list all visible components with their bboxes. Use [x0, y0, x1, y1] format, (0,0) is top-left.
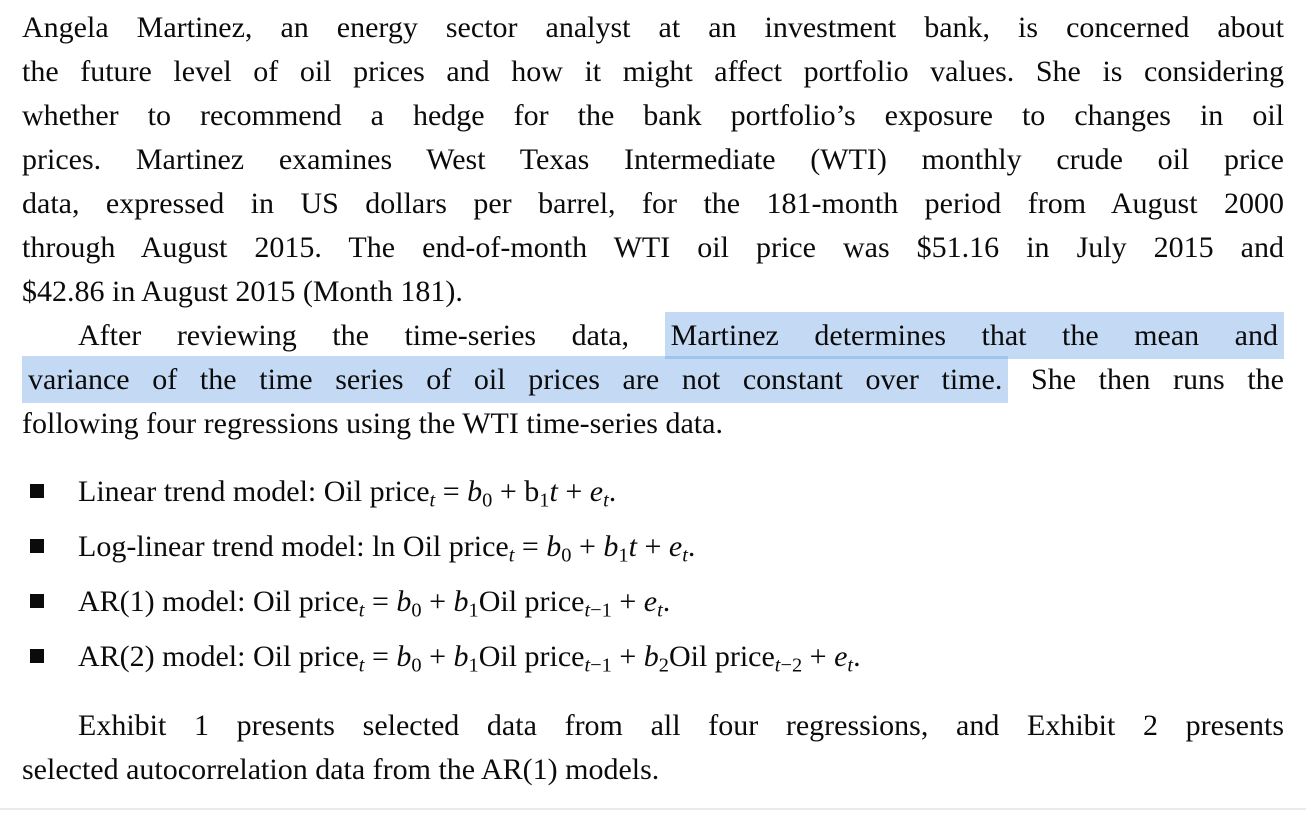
paragraph-exhibits: [22, 704, 1284, 792]
subscript-text: 1: [618, 544, 629, 567]
text-run: t: [549, 475, 558, 508]
text-run: selected autocorrelation data from the AR(1) models.: [22, 753, 660, 786]
list-item: [22, 519, 1284, 574]
text-run: +: [802, 640, 835, 673]
list-item: [22, 629, 1284, 684]
text-run: prices. Martinez examines West Texas Intermediate (WTI) monthly crude oil price: [22, 143, 1284, 176]
text-run: b: [396, 585, 412, 618]
subscript-text: t: [603, 489, 609, 512]
list-item: [22, 574, 1284, 629]
subscript-text: 0: [411, 599, 422, 622]
text-run: $42.86 in August 2015 (Month 181).: [22, 275, 463, 308]
text-run: .: [853, 640, 861, 673]
text-run: following four regressions using the WTI time-series data.: [22, 407, 723, 440]
text-line: [22, 270, 1284, 314]
text-run: Oil price: [669, 640, 775, 673]
subscript-text: t: [584, 654, 591, 677]
text-run: .: [687, 530, 696, 563]
subscript-text: 0: [561, 544, 572, 567]
text-run: e: [834, 640, 848, 673]
bullet-square-icon: [30, 484, 44, 498]
text-run: b: [396, 640, 412, 673]
text-line: [22, 138, 1284, 182]
subscript-text: t: [584, 599, 591, 622]
text-line: [22, 314, 1284, 358]
text-run: the future level of oil prices and how it might affect portfolio values. She is considering: [22, 55, 1284, 88]
text-run: Log-linear trend model: ln Oil price: [78, 530, 509, 563]
text-run: After reviewing the time-series data,: [78, 319, 665, 352]
subscript-text: 1: [468, 654, 479, 677]
text-run: =: [435, 475, 468, 508]
text-run: =: [514, 530, 547, 563]
text-line: [22, 748, 1284, 792]
subscript-text: −1: [590, 599, 612, 622]
text-line: [22, 226, 1284, 270]
subscript-text: −2: [780, 654, 803, 677]
text-run: b: [453, 585, 469, 618]
subscript-text: 1: [468, 599, 479, 622]
regression-model-list: [22, 464, 1284, 684]
text-line: [22, 402, 1284, 446]
text-line: [22, 94, 1284, 138]
text-line: [22, 704, 1284, 748]
text-run: +: [571, 530, 604, 563]
text-run: +: [636, 530, 669, 563]
text-run: +: [611, 585, 644, 618]
subscript-text: t: [508, 544, 515, 567]
text-run: b: [603, 530, 619, 563]
paragraph-analysis: [22, 314, 1284, 446]
text-line: [22, 182, 1284, 226]
text-line: [22, 358, 1284, 402]
bullet-square-icon: [30, 649, 44, 663]
text-run: + b: [492, 475, 540, 508]
subscript-text: t: [657, 599, 663, 622]
text-run: through August 2015. The end-of-month WTI oil price was $51.16 in July 2015 and: [22, 231, 1284, 264]
list-item: [22, 464, 1284, 519]
text-run: b: [546, 530, 562, 563]
text-line: [22, 6, 1284, 50]
text-run: e: [668, 530, 683, 563]
bullet-formula: [78, 519, 1284, 574]
text-run: =: [364, 585, 397, 618]
text-run: =: [364, 640, 397, 673]
text-run: whether to recommend a hedge for the bank portfolio’s exposure to changes in oil: [22, 99, 1284, 132]
text-run: .: [608, 475, 617, 508]
subscript-text: −1: [590, 654, 612, 677]
bullet-formula: [78, 464, 1284, 519]
subscript-text: t: [774, 654, 781, 677]
text-run: data, expressed in US dollars per barrel, for the 181-month period from August 2000: [22, 187, 1284, 220]
text-run: b: [453, 640, 469, 673]
subscript-text: 2: [658, 654, 669, 677]
text-run: +: [421, 585, 454, 618]
subscript-text: 0: [411, 654, 422, 677]
text-run: Linear trend model: Oil price: [78, 475, 430, 508]
text-run: t: [628, 530, 637, 563]
bullet-formula: [78, 574, 1284, 629]
paragraph-intro: [22, 6, 1284, 314]
text-run: Exhibit 1 presents selected data from all four regressions, and Exhibit 2 presents: [78, 709, 1284, 742]
subscript-text: t: [358, 654, 365, 677]
subscript-text: t: [429, 489, 436, 512]
subscript-text: t: [358, 599, 365, 622]
text-run: She then runs the: [1008, 363, 1285, 396]
text-run: b: [467, 475, 483, 508]
highlighted-text: variance of the time series of oil prices are not constant over time.: [22, 356, 1008, 403]
bullet-square-icon: [30, 594, 44, 608]
highlighted-text: Martinez determines that the mean and: [665, 312, 1284, 359]
subscript-text: 1: [539, 489, 550, 512]
text-run: b: [643, 640, 659, 673]
text-run: Oil price: [478, 585, 585, 618]
subscript-text: t: [682, 544, 688, 567]
text-run: AR(1) model: Oil price: [78, 585, 359, 618]
page-divider-line: [0, 808, 1306, 810]
text-run: Angela Martinez, an energy sector analyst at an investment bank, is concerned about: [22, 11, 1284, 44]
text-run: +: [611, 640, 644, 673]
text-run: +: [557, 475, 590, 508]
text-run: +: [421, 640, 454, 673]
bullet-formula: [78, 629, 1284, 684]
text-run: .: [662, 585, 671, 618]
text-run: AR(2) model: Oil price: [78, 640, 359, 673]
subscript-text: 0: [482, 489, 493, 512]
subscript-text: t: [847, 654, 854, 677]
text-line: [22, 50, 1284, 94]
text-run: e: [643, 585, 658, 618]
text-run: e: [589, 475, 604, 508]
bullet-square-icon: [30, 539, 44, 553]
text-run: Oil price: [478, 640, 585, 673]
